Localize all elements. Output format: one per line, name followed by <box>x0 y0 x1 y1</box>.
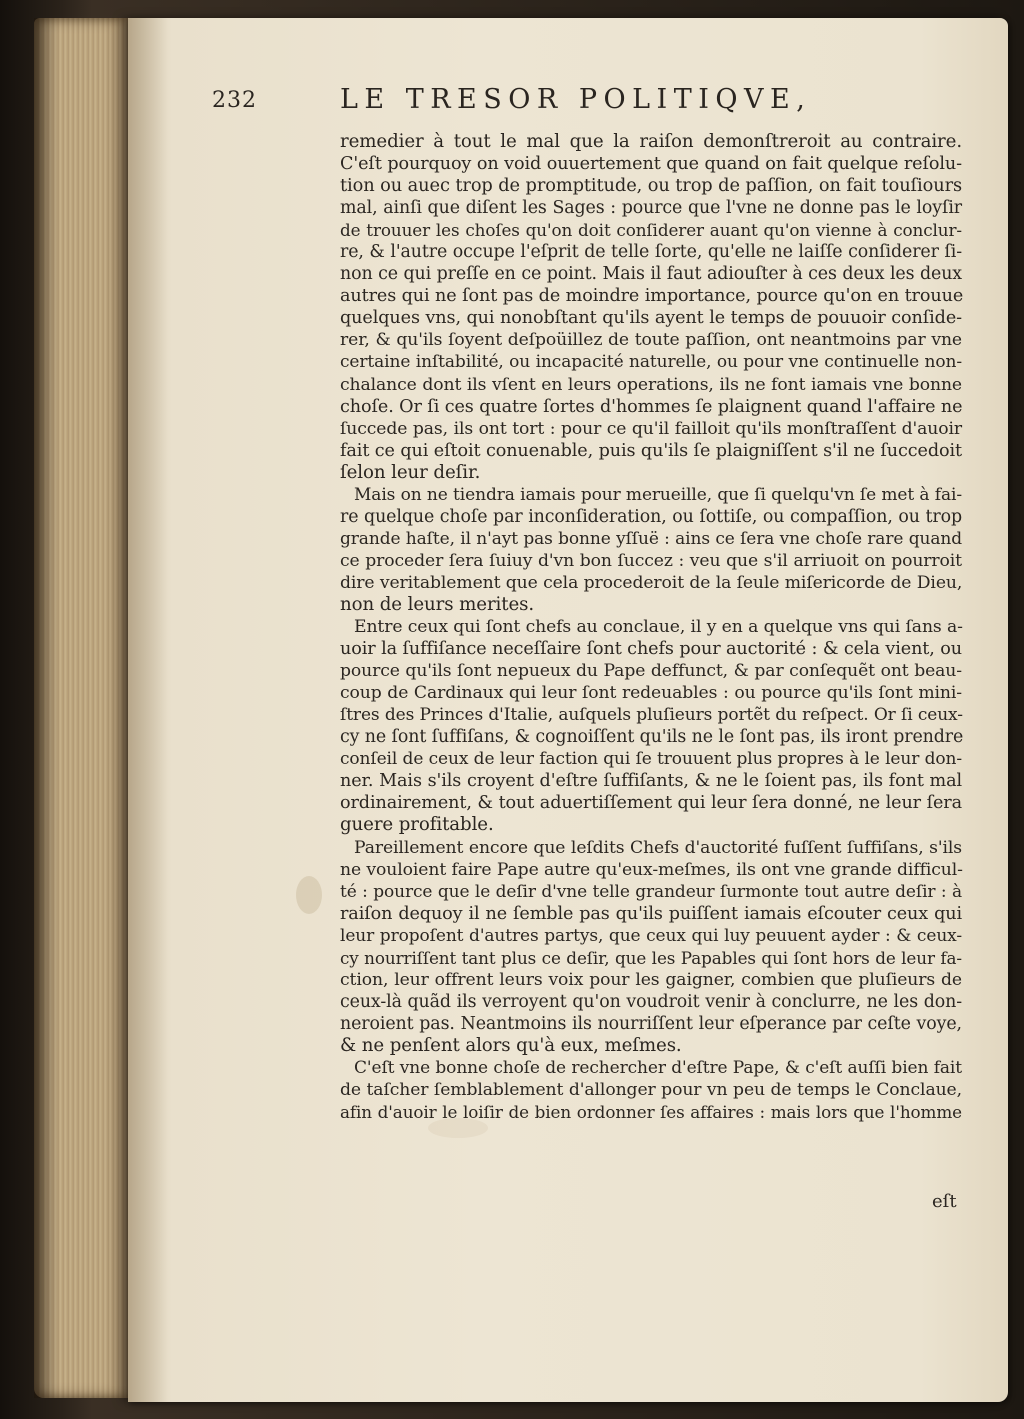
text-line: & ne penſent alors qu'à eux, meſmes. <box>340 1034 682 1056</box>
body-text <box>340 131 962 1123</box>
text-line: cy ne ſont ſuffiſans, & cognoiſſent qu'ils ne le ſont pas, ils iront prendre <box>340 727 964 748</box>
text-line: pource qu'ils ſont nepueux du Pape deffunct, & par conſequẽt ont beau- <box>340 661 962 682</box>
text-line: Pareillement encore que leſdits Chefs d'auctorité fuſſent ſuffiſans, s'ils <box>354 837 962 858</box>
text-line: ner. Mais s'ils croyent d'eſtre ſuffiſants, & ne le ſoient pas, ils font mal <box>340 771 962 792</box>
catchword: eſt <box>932 1191 957 1212</box>
text-line: ce proceder ſera ſuiuy d'vn bon ſuccez : veu que s'il arriuoit on pourroit <box>340 550 962 571</box>
text-line: uoir la ſuffiſance neceſſaire ſont chefs pour auctorité : & cela vient, ou <box>340 639 962 660</box>
text-line: ſuccede pas, ils ont tort : pour ce qu'il failloit qu'ils monſtraſſent d'auoir <box>340 418 962 439</box>
text-line: non ce qui preſſe en ce point. Mais il faut adiouſter à ces deux les deux <box>340 264 962 285</box>
paper-stain <box>296 876 322 914</box>
text-line: té : pource que le deſir d'vne telle grandeur ſurmonte tout autre deſir : à <box>340 881 962 902</box>
text-line: chalance dont ils vſent en leurs operations, ils ne font iamais vne bonne <box>340 374 962 395</box>
text-line: mal, ainſi que diſent les Sages : pource que l'vne ne donne pas le loyſir <box>340 198 962 219</box>
text-line: conſeil de ceux de leur faction qui ſe trouuent plus propres à le leur don- <box>340 749 962 770</box>
text-line: leur propoſent d'autres partys, que ceux qui luy peuuent ayder : & ceux- <box>340 925 962 946</box>
text-line: grande haſte, il n'ayt pas bonne yſſuë : ains ce ſera vne choſe rare quand <box>340 528 962 549</box>
text-line: quelques vns, qui nonobſtant qu'ils ayent le temps de pouuoir conſide- <box>340 308 962 329</box>
book-page-edges <box>34 18 134 1398</box>
text-line: de taſcher ſemblablement d'allonger pour vn peu de temps le Conclaue, <box>340 1080 962 1101</box>
text-line: de trouuer les choſes qu'on doit conſiderer auant qu'on vienne à conclur- <box>340 220 962 241</box>
text-line: ſtres des Princes d'Italie, auſquels pluſieurs portẽt du reſpect. Or ſi ceux- <box>340 705 963 726</box>
text-line: cy nourriſſent tant plus ce deſir, que les Papables qui ſont hors de leur fa- <box>340 947 962 968</box>
text-line: raiſon dequoy il ne ſemble pas qu'ils puiſſent iamais eſcouter ceux qui <box>340 903 962 924</box>
text-line: choſe. Or ſi ces quatre ſortes d'hommes ſe plaignent quand l'affaire ne <box>340 396 963 417</box>
text-line: rer, & qu'ils ſoyent deſpoüillez de toute paſſion, ont neantmoins par vne <box>340 330 962 351</box>
text-line: C'eſt pourquoy on void ouuertement que quand on fait quelque reſolu- <box>340 154 962 175</box>
folio-number: 232 <box>212 88 257 113</box>
text-line: non de leurs merites. <box>340 593 535 615</box>
text-line: certaine inſtabilité, ou incapacité naturelle, ou pour vne continuelle non- <box>340 352 962 373</box>
text-line: ceux-là quãd ils verroyent qu'on voudroit venir à conclurre, ne les don- <box>340 991 962 1012</box>
text-line: remedier à tout le mal que la raiſon demonſtreroit au contraire. <box>340 131 962 152</box>
text-line: dire veritablement que cela procederoit de la ſeule miſericorde de Dieu, <box>340 572 963 593</box>
text-line: C'eſt vne bonne choſe de rechercher d'eſtre Pape, & c'eſt auſſi bien fait <box>354 1057 962 1078</box>
text-line: tion ou auec trop de promptitude, ou trop de paſſion, on fait touſiours <box>340 175 962 197</box>
text-line: guere profitable. <box>340 814 494 836</box>
text-line: re quelque choſe par inconſideration, ou ſottiſe, ou compaſſion, ou trop <box>340 506 962 527</box>
text-line: neroient pas. Neantmoins ils nourriſſent leur eſperance par ceſte voye, <box>340 1013 962 1034</box>
text-line: re, & l'autre occupe l'eſprit de telle ſorte, qu'elle ne laiſſe conſiderer ſi- <box>340 242 962 263</box>
running-head <box>0 84 1024 124</box>
text-line: fait ce qui eſtoit conuenable, puis qu'ils ſe plaigniſſent s'il ne ſuccedoit <box>340 440 962 461</box>
text-line: ction, leur offrent leurs voix pour les gaigner, combien que pluſieurs de <box>340 969 962 990</box>
text-line: Mais on ne tiendra iamais pour merueille, que ſi quelqu'vn ſe met à fai- <box>354 484 962 505</box>
text-line: ordinairement, & tout aduertiſſement qui leur ſera donné, ne leur ſera <box>340 793 962 814</box>
text-line: autres qui ne ſont pas de moindre importance, pource qu'on en trouue <box>340 286 964 307</box>
text-line: ne vouloient faire Pape autre qu'eux-meſmes, ils ont vne grande difficul- <box>340 859 963 880</box>
running-title: LE TRESOR POLITIQVE, <box>340 84 812 115</box>
text-line: afin d'auoir le loiſir de bien ordonner ſes affaires : mais lors que l'homme <box>340 1102 962 1123</box>
text-line: coup de Cardinaux qui leur ſont redeuables : ou pource qu'ils ſont mini- <box>340 683 962 704</box>
text-line: ſelon leur deſir. <box>340 461 481 483</box>
text-line: Entre ceux qui ſont chefs au conclaue, il y en a quelque vns qui ſans a- <box>354 617 963 638</box>
